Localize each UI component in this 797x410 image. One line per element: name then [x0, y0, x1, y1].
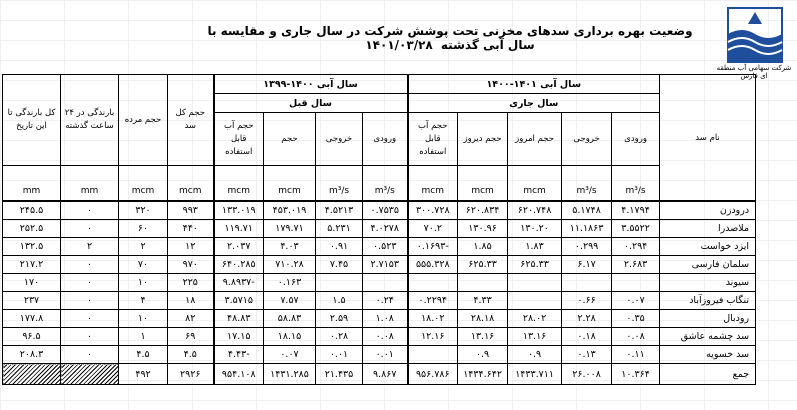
dam-status-table [2, 74, 756, 385]
cell-current-volume-yesterday: ۱.۸۵ [458, 238, 508, 256]
cell-current-usable: ۱۲.۱۶ [408, 328, 458, 346]
cell-dead-volume: ۱۰ [119, 274, 168, 292]
header-current-sub: سال جاری [408, 94, 660, 113]
unit-total-rain: mm [3, 166, 61, 202]
cell-prev-volume: ۱۸.۱۵ [264, 328, 316, 346]
cell-current-outflow: ۵.۱۷۴۸ [562, 201, 612, 220]
cell-current-volume-today: ۶۲۵.۳۳ [508, 256, 562, 274]
cell-prev-usable: -۴.۴۳ [214, 346, 264, 364]
total-dead-volume: ۴۹۲ [119, 364, 168, 385]
header-prev-sub: سال قبل [214, 94, 408, 113]
cell-prev-outflow: ۵.۲۳۱ [316, 220, 363, 238]
cell-current-inflow: ۰.۰۸ [612, 328, 660, 346]
cell-rain-24h: ۰ [61, 292, 119, 310]
cell-current-inflow [612, 274, 660, 292]
cell-rain-24h: ۰ [61, 346, 119, 364]
cell-current-usable: ۵۵۵.۳۲۸ [408, 256, 458, 274]
header-total-rain: کل بارندگی تا این تاریخ [3, 75, 61, 166]
table-row [3, 201, 756, 220]
title-date: ۱۴۰۱/۰۳/۲۸ [365, 38, 433, 52]
cell-prev-volume: ۴۵۳.۰۱۹ [264, 201, 316, 220]
cell-prev-inflow: ۱.۰۸ [363, 310, 408, 328]
cell-dead-volume: ۷۰ [119, 256, 168, 274]
cell-current-inflow: ۴.۱۷۹۴ [612, 201, 660, 220]
unit-current-volume-yesterday: mcm [458, 166, 508, 202]
cell-total-volume: ۱۲ [168, 238, 214, 256]
header-prev-inflow: ورودی [363, 113, 408, 166]
header-total-volume: حجم کل سد [168, 75, 214, 166]
cell-current-usable [408, 274, 458, 292]
unit-prev-usable: mcm [214, 166, 264, 202]
cell-current-volume-today: ۱.۸۳ [508, 238, 562, 256]
cell-current-inflow: ۰.۳۵ [612, 310, 660, 328]
cell-current-volume-yesterday: ۶۲۵.۳۳ [458, 256, 508, 274]
table-row [3, 256, 756, 274]
cell-total-rain: ۹۶.۵ [3, 328, 61, 346]
cell-rain-24h: ۰ [61, 328, 119, 346]
cell-prev-volume: ۴.۰۳ [264, 238, 316, 256]
header-prev-usable: حجم آب قابل استفاده [214, 113, 264, 166]
cell-current-outflow: ۰.۶۶ [562, 292, 612, 310]
cell-prev-volume: ۷.۵۷ [264, 292, 316, 310]
table-row [3, 292, 756, 310]
cell-current-volume-yesterday: ۶۲۰.۸۳۴ [458, 201, 508, 220]
cell-prev-usable: ۴۸.۸۳ [214, 310, 264, 328]
unit-current-usable: mcm [408, 166, 458, 202]
cell-current-usable: ۷۰.۲ [408, 220, 458, 238]
cell-current-inflow: ۲.۶۸۳ [612, 256, 660, 274]
unit-current-inflow: m³/s [612, 166, 660, 202]
cell-dam-name: سد چشمه عاشق [660, 328, 756, 346]
cell-current-volume-yesterday: ۰.۹ [458, 346, 508, 364]
cell-prev-outflow: ۱.۵ [316, 292, 363, 310]
cell-total-volume: ۱۸ [168, 292, 214, 310]
cell-dam-name: سد خسویه [660, 346, 756, 364]
cell-current-usable [408, 346, 458, 364]
total-current-volume-yesterday: ۱۴۳۴.۶۴۲ [458, 364, 508, 385]
unit-current-outflow: m³/s [562, 166, 612, 202]
cell-current-volume-yesterday: ۱۳۰.۹۶ [458, 220, 508, 238]
total-prev-inflow: ۹.۸۶۷ [363, 364, 408, 385]
cell-rain-24h: ۰ [61, 310, 119, 328]
cell-prev-outflow: ۴.۵۲۱۳ [316, 201, 363, 220]
cell-total-volume: ۶۹ [168, 328, 214, 346]
cell-prev-inflow: ۰.۷۵۳۵ [363, 201, 408, 220]
cell-rain-24h: ۰ [61, 201, 119, 220]
cell-current-volume-today: ۰.۹ [508, 346, 562, 364]
company-logo [722, 4, 788, 66]
cell-prev-outflow [316, 274, 363, 292]
cell-current-volume-yesterday [458, 274, 508, 292]
cell-current-volume-today: ۱۳۰.۲۰ [508, 220, 562, 238]
header-prev-outflow: خروجی [316, 113, 363, 166]
header-current-inflow: ورودی [612, 113, 660, 166]
cell-prev-usable: ۳.۵۷۱۵ [214, 292, 264, 310]
cell-prev-inflow: ۰.۰۸ [363, 328, 408, 346]
total-current-outflow: ۲۶.۰۰۸ [562, 364, 612, 385]
table-row [3, 274, 756, 292]
cell-current-volume-yesterday: ۲۸.۱۸ [458, 310, 508, 328]
unit-current-volume-today: mcm [508, 166, 562, 202]
header-rain-24h: بارندگی در ۲۴ ساعت گذشته [61, 75, 119, 166]
cell-current-outflow [562, 274, 612, 292]
unit-dead-volume: mcm [119, 166, 168, 202]
cell-total-volume: ۴.۵ [168, 346, 214, 364]
cell-current-usable: ۱۸.۰۲ [408, 310, 458, 328]
header-current-year: سال آبی ۱۴۰۱-۱۴۰۰ [408, 75, 660, 94]
cell-prev-volume: ۰.۱۶۳ [264, 274, 316, 292]
cell-dam-name: سیوند [660, 274, 756, 292]
cell-total-rain: ۲۴۵.۵ [3, 201, 61, 220]
table-row [3, 310, 756, 328]
cell-total-rain: ۱۷۷.۸ [3, 310, 61, 328]
cell-dead-volume: ۲ [119, 238, 168, 256]
cell-prev-outflow: ۰.۹۱ [316, 238, 363, 256]
total-label: جمع [660, 364, 756, 385]
cell-prev-inflow: ۴.۰۲۷۸ [363, 220, 408, 238]
cell-rain-24h: ۰ [61, 220, 119, 238]
cell-prev-outflow: ۰.۰۱ [316, 346, 363, 364]
cell-prev-usable: ۱۷.۱۵ [214, 328, 264, 346]
unit-prev-outflow: m³/s [316, 166, 363, 202]
cell-current-outflow: ۰.۲۹۹ [562, 238, 612, 256]
cell-current-usable: -۰.۱۶۹۳ [408, 238, 458, 256]
cell-prev-inflow: ۰.۲۴ [363, 292, 408, 310]
cell-prev-outflow: ۲.۵۹ [316, 310, 363, 328]
cell-prev-usable: ۱۳۳.۰۱۹ [214, 201, 264, 220]
cell-current-volume-today: ۶۲۰.۷۴۸ [508, 201, 562, 220]
cell-total-rain: ۲۰۸.۳ [3, 346, 61, 364]
cell-dead-volume: ۴.۵ [119, 346, 168, 364]
cell-current-inflow: ۳.۵۵۲۲ [612, 220, 660, 238]
table-row [3, 220, 756, 238]
cell-total-rain: ۲۱۷.۲ [3, 256, 61, 274]
cell-total-rain: ۱۳۲.۵ [3, 238, 61, 256]
cell-current-outflow: ۲.۲۸ [562, 310, 612, 328]
cell-current-usable: ۳۰۰.۷۲۸ [408, 201, 458, 220]
cell-dead-volume: ۱۰ [119, 310, 168, 328]
cell-current-inflow: ۰.۲۹۴ [612, 238, 660, 256]
total-prev-usable: ۹۵۴.۱۰۸ [214, 364, 264, 385]
cell-prev-volume: ۷۱۰.۲۸ [264, 256, 316, 274]
cell-current-volume-yesterday: ۴.۳۳ [458, 292, 508, 310]
cell-current-volume-today [508, 274, 562, 292]
header-current-volume-yesterday: حجم دیروز [458, 113, 508, 166]
cell-total-rain: ۱۷۰ [3, 274, 61, 292]
cell-current-inflow: ۰.۰۷ [612, 292, 660, 310]
cell-current-volume-today: ۲۸.۰۲ [508, 310, 562, 328]
cell-dead-volume: ۴ [119, 292, 168, 310]
cell-total-rain: ۲۳۷ [3, 292, 61, 310]
cell-prev-volume: ۱۷۹.۷۱ [264, 220, 316, 238]
cell-rain-24h: ۲ [61, 238, 119, 256]
cell-prev-inflow: ۲.۷۱۵۳ [363, 256, 408, 274]
cell-prev-usable: ۱۱۹.۷۱ [214, 220, 264, 238]
header-dam-name: نام سد [660, 75, 756, 202]
header-prev-volume: حجم [264, 113, 316, 166]
cell-prev-volume: ۰.۰۷ [264, 346, 316, 364]
cell-prev-inflow: ۰.۵۲۳ [363, 238, 408, 256]
title-text: وضعیت بهره برداری سدهای مخزنی تحت پوشش شرکت در سال جاری و مقایسه با سال آبی گذشته [207, 24, 693, 52]
cell-dam-name: درودزن [660, 201, 756, 220]
table-row [3, 238, 756, 256]
logo-caption: شرکت سهامی آب منطقه ای فارس [716, 64, 792, 80]
cell-current-outflow: ۰.۱۸ [562, 328, 612, 346]
cell-prev-volume: ۵۸.۸۳ [264, 310, 316, 328]
table-row [3, 346, 756, 364]
cell-current-usable: ۰.۲۲۹۴ [408, 292, 458, 310]
cell-prev-outflow: ۷.۴۵ [316, 256, 363, 274]
cell-dam-name: رودبال [660, 310, 756, 328]
cell-prev-usable: -۹.۸۹۳۷ [214, 274, 264, 292]
total-rain-24h-hatched [61, 364, 119, 385]
cell-dead-volume: ۳۲۰ [119, 201, 168, 220]
cell-current-volume-today [508, 292, 562, 310]
header-current-outflow: خروجی [562, 113, 612, 166]
unit-prev-volume: mcm [264, 166, 316, 202]
cell-total-volume: ۹۷۰ [168, 256, 214, 274]
cell-dam-name: سلمان فارسی [660, 256, 756, 274]
cell-current-volume-yesterday: ۱۳.۱۶ [458, 328, 508, 346]
total-row [3, 364, 756, 385]
total-rain-hatched [3, 364, 61, 385]
cell-dead-volume: ۶۰ [119, 220, 168, 238]
cell-prev-usable: ۲.۰۳۷ [214, 238, 264, 256]
cell-total-rain: ۲۵۲.۵ [3, 220, 61, 238]
cell-rain-24h: ۰ [61, 274, 119, 292]
unit-prev-inflow: m³/s [363, 166, 408, 202]
cell-total-volume: ۲۲۵ [168, 274, 214, 292]
total-prev-volume: ۱۴۳۱.۲۸۵ [264, 364, 316, 385]
cell-current-outflow: ۶.۱۷ [562, 256, 612, 274]
total-current-usable: ۹۵۶.۷۸۶ [408, 364, 458, 385]
total-total-volume: ۲۹۲۶ [168, 364, 214, 385]
total-prev-outflow: ۲۱.۴۳۵ [316, 364, 363, 385]
cell-total-volume: ۸۲ [168, 310, 214, 328]
cell-prev-outflow: ۰.۲۸ [316, 328, 363, 346]
cell-total-volume: ۹۹۳ [168, 201, 214, 220]
cell-dam-name: تنگاب فیروزآباد [660, 292, 756, 310]
cell-prev-usable: ۶۴۰.۲۸۵ [214, 256, 264, 274]
header-prev-year: سال آبی ۱۴۰۰-۱۳۹۹ [214, 75, 408, 94]
total-current-inflow: ۱۰.۳۶۴ [612, 364, 660, 385]
cell-current-volume-today: ۱۳.۱۶ [508, 328, 562, 346]
cell-prev-inflow: ۰.۰۱ [363, 346, 408, 364]
table-body [3, 201, 756, 364]
cell-current-outflow: ۰.۱۳ [562, 346, 612, 364]
cell-rain-24h: ۰ [61, 256, 119, 274]
page-title [200, 24, 700, 52]
header-dead-volume: حجم مرده [119, 75, 168, 166]
unit-total-volume: mcm [168, 166, 214, 202]
header-current-volume-today: حجم امروز [508, 113, 562, 166]
unit-rain-24h: mm [61, 166, 119, 202]
cell-dam-name: ایزد خواست [660, 238, 756, 256]
cell-total-volume: ۴۴۰ [168, 220, 214, 238]
cell-dead-volume: ۱ [119, 328, 168, 346]
cell-current-inflow: ۰.۱۱ [612, 346, 660, 364]
cell-prev-inflow [363, 274, 408, 292]
header-current-usable: حجم آب قابل استفاده [408, 113, 458, 166]
total-current-volume-today: ۱۴۳۳.۷۱۱ [508, 364, 562, 385]
cell-dam-name: ملاصدرا [660, 220, 756, 238]
table-row [3, 328, 756, 346]
cell-current-outflow: ۱۱.۱۸۶۳ [562, 220, 612, 238]
